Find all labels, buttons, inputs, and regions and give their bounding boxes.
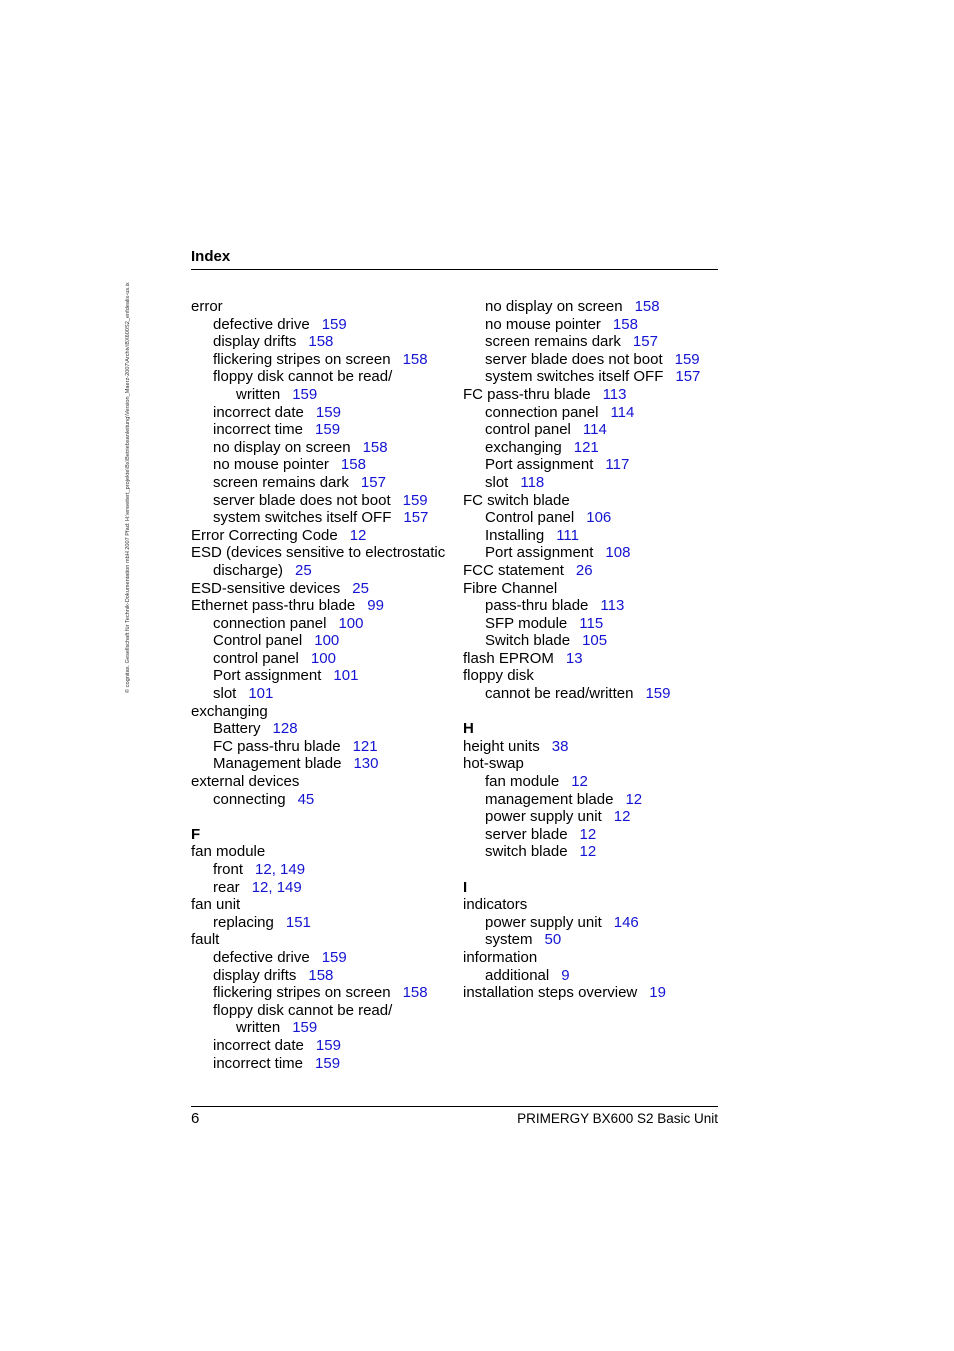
index-section-letter: H	[463, 720, 474, 738]
page-reference-link[interactable]: 158	[362, 438, 388, 456]
index-term: control panel	[485, 421, 571, 439]
index-entry	[191, 580, 453, 598]
index-entry	[463, 351, 725, 369]
page-reference-link[interactable]: 158	[634, 298, 660, 315]
index-entry	[191, 509, 453, 527]
index-entry	[463, 791, 725, 809]
index-entry	[463, 316, 725, 334]
index-entry	[191, 615, 453, 633]
index-entry	[191, 492, 453, 510]
page-reference-link[interactable]: 128	[272, 720, 298, 738]
index-term: flash EPROM	[463, 649, 554, 667]
index-term: Management blade	[213, 755, 342, 773]
page-reference-link[interactable]: 159	[315, 1036, 341, 1054]
page-reference-link[interactable]: 12	[349, 526, 367, 544]
page-reference-link[interactable]: 108	[605, 544, 631, 562]
index-column-left	[191, 298, 453, 1072]
index-entry	[463, 843, 725, 861]
page-reference-link[interactable]: 159	[292, 385, 318, 403]
page-reference-link[interactable]: 130	[353, 755, 379, 773]
index-term: incorrect date	[213, 403, 304, 421]
index-entry	[191, 439, 453, 457]
index-entry	[191, 316, 453, 334]
page-reference-link[interactable]: 151	[285, 913, 311, 931]
index-entry	[463, 632, 725, 650]
page-reference-link[interactable]: 111	[556, 526, 580, 544]
index-entry	[191, 1037, 453, 1055]
index-term: installation steps overview	[463, 984, 638, 1002]
index-term: system	[485, 931, 533, 949]
index-entry	[463, 755, 725, 773]
index-term: incorrect date	[213, 1036, 304, 1054]
index-term: floppy disk cannot be read/	[213, 368, 393, 386]
index-entry	[191, 967, 453, 985]
page-reference-link[interactable]: 101	[333, 667, 359, 685]
index-term: FC switch blade	[463, 491, 570, 509]
index-term: incorrect time	[213, 1054, 304, 1072]
page-reference-link[interactable]: 12, 149	[251, 878, 302, 896]
index-entry	[463, 914, 725, 932]
index-entry	[463, 896, 725, 914]
index-term: Ethernet pass-thru blade	[191, 597, 356, 615]
index-entry	[191, 738, 453, 756]
index-term: indicators	[463, 896, 528, 914]
index-entry	[191, 456, 453, 474]
index-term: connecting	[213, 790, 286, 808]
index-term: front	[213, 861, 244, 878]
index-term: Fibre Channel	[463, 579, 558, 597]
index-entry	[191, 755, 453, 773]
index-entry	[463, 527, 725, 545]
page-reference-link[interactable]: 114	[610, 403, 635, 421]
page-reference-link[interactable]: 158	[340, 456, 366, 474]
index-term: Switch blade	[485, 632, 571, 650]
index-entry	[191, 386, 453, 404]
index-entry	[463, 826, 725, 844]
index-term: hot-swap	[463, 755, 524, 773]
index-entry	[191, 351, 453, 369]
page-reference-link[interactable]: 158	[612, 315, 638, 333]
index-entry	[463, 492, 725, 510]
index-entry	[191, 791, 453, 809]
index-term: fan module	[485, 773, 560, 791]
page-reference-link[interactable]: 105	[582, 632, 608, 650]
index-term: external devices	[191, 773, 300, 791]
index-entry	[463, 333, 725, 351]
index-entry	[463, 773, 725, 791]
page-reference-link[interactable]: 114	[582, 421, 607, 439]
index-entry	[463, 368, 725, 386]
index-entry	[463, 650, 725, 668]
index-term: Error Correcting Code	[191, 526, 338, 544]
side-margin-note	[121, 241, 135, 693]
index-term: slot	[213, 685, 237, 703]
product-title: PRIMERGY BX600 S2 Basic Unit	[517, 1111, 718, 1126]
index-term: fan module	[191, 843, 266, 861]
index-entry	[191, 896, 453, 914]
index-term: replacing	[213, 913, 274, 931]
page-reference-link[interactable]: 118	[520, 473, 545, 491]
index-entry	[463, 544, 725, 562]
index-term: additional	[485, 966, 550, 984]
index-term: defective drive	[213, 315, 310, 333]
index-term: Control panel	[213, 632, 303, 650]
index-term: exchanging	[191, 702, 268, 720]
index-term: information	[463, 948, 538, 966]
index-entry	[191, 685, 453, 703]
index-term: floppy disk cannot be read/	[213, 1001, 393, 1019]
index-term: rear	[213, 878, 240, 896]
index-entry	[191, 931, 453, 949]
index-entry	[463, 404, 725, 422]
index-entry	[191, 773, 453, 791]
index-term: fault	[191, 931, 220, 949]
index-term: no display on screen	[213, 438, 351, 456]
page-reference-link[interactable]: 12	[579, 825, 597, 843]
index-term: Battery	[213, 720, 261, 738]
index-entry	[191, 1019, 453, 1037]
index-entry	[191, 861, 453, 879]
index-entry	[191, 879, 453, 897]
index-section-letter: I	[463, 878, 468, 896]
index-entry	[463, 685, 725, 703]
index-entry	[463, 562, 725, 580]
page-reference-link[interactable]: 100	[310, 649, 336, 667]
side-margin-note-text: © cognitas. Gesellschaft für Technik-Dokumentation mbH 2007 Pfad: H:\erweitert_projekte\Bx\Betriebsanleitung\Version_Maerz-2007\Archiv\BX600S2_enfdealix-us.ix	[125, 282, 131, 693]
page-reference-link[interactable]: 12, 149	[255, 861, 306, 878]
index-term: power supply unit	[485, 913, 602, 931]
index-term: flickering stripes on screen	[213, 350, 391, 368]
page-reference-link[interactable]: 100	[338, 614, 364, 632]
index-term: control panel	[213, 649, 299, 667]
index-entry	[191, 333, 453, 351]
header-rule	[191, 269, 718, 270]
index-term: display drifts	[213, 966, 297, 984]
page-reference-link[interactable]: 146	[613, 913, 639, 931]
index-entry	[191, 843, 453, 861]
page-reference-link[interactable]: 99	[367, 597, 384, 615]
index-entry	[191, 914, 453, 932]
page-reference-link[interactable]: 159	[315, 403, 341, 421]
index-term: Port assignment	[485, 544, 594, 562]
page-reference-link[interactable]: 157	[360, 473, 386, 491]
index-entry	[463, 298, 725, 316]
index-term: management blade	[485, 790, 614, 808]
index-term: system switches itself OFF	[213, 509, 392, 527]
index-entry	[191, 368, 453, 386]
index-entry	[191, 650, 453, 668]
index-entry	[191, 984, 453, 1002]
page-reference-link[interactable]: 159	[321, 948, 347, 966]
page-reference-link[interactable]: 159	[674, 350, 700, 368]
page-reference-link[interactable]: 157	[632, 333, 658, 351]
index-entry	[463, 667, 725, 685]
page-reference-link[interactable]: 12	[579, 843, 597, 861]
page-reference-link[interactable]: 100	[314, 632, 340, 650]
page-reference-link[interactable]: 12	[571, 773, 588, 791]
page-reference-link[interactable]: 158	[402, 350, 428, 368]
index-entry	[191, 298, 453, 316]
index-term: Port assignment	[213, 667, 322, 685]
index-entry	[191, 1055, 453, 1073]
page-reference-link[interactable]: 38	[551, 737, 569, 755]
index-term: switch blade	[485, 843, 568, 861]
index-term: screen remains dark	[485, 333, 621, 351]
index-term: connection panel	[213, 614, 327, 632]
index-entry	[191, 404, 453, 422]
index-term: height units	[463, 737, 540, 755]
index-term: FCC statement	[463, 561, 564, 579]
index-entry	[463, 597, 725, 615]
index-term: screen remains dark	[213, 473, 349, 491]
page-reference-link[interactable]: 159	[645, 685, 671, 703]
page-reference-link[interactable]: 158	[308, 966, 334, 984]
index-entry	[463, 738, 725, 756]
page-reference-link[interactable]: 158	[402, 984, 428, 1002]
index-term: defective drive	[213, 948, 310, 966]
index-term: ESD-sensitive devices	[191, 579, 341, 597]
index-entry	[463, 967, 725, 985]
index-entry	[463, 386, 725, 404]
page-reference-link[interactable]: 159	[402, 491, 428, 509]
page-reference-link[interactable]: 26	[575, 561, 593, 579]
footer-rule	[191, 1106, 718, 1107]
index-term: slot	[485, 473, 509, 491]
index-term: written	[236, 385, 281, 403]
index-entry	[463, 580, 725, 598]
index-entry	[463, 456, 725, 474]
page-reference-link[interactable]: 159	[292, 1019, 318, 1037]
index-term: FC pass-thru blade	[213, 737, 341, 755]
index-term: ESD (devices sensitive to electrostatic	[191, 544, 446, 562]
index-entry	[191, 474, 453, 492]
index-term: server blade	[485, 825, 568, 843]
index-term: no mouse pointer	[485, 315, 601, 333]
index-entry	[463, 949, 725, 967]
page-reference-link[interactable]: 19	[649, 984, 666, 1002]
index-term: server blade does not boot	[485, 350, 663, 368]
page-reference-link[interactable]: 12	[613, 808, 631, 826]
index-entry	[191, 544, 453, 562]
page-title: Index	[191, 248, 231, 265]
index-term: connection panel	[485, 403, 599, 421]
index-term: incorrect time	[213, 421, 304, 439]
index-column-right	[463, 298, 725, 1002]
index-term: cannot be read/written	[485, 685, 634, 703]
index-section-letter: F	[191, 825, 201, 843]
page-reference-link[interactable]: 45	[297, 790, 315, 808]
index-entry	[463, 984, 725, 1002]
page-reference-link[interactable]: 113	[600, 597, 625, 615]
page-number: 6	[191, 1110, 200, 1127]
page-reference-link[interactable]: 121	[352, 737, 378, 755]
index-entry	[191, 597, 453, 615]
page-reference-link[interactable]: 25	[352, 579, 369, 597]
index-term: system switches itself OFF	[485, 368, 664, 386]
page-reference-link[interactable]: 25	[295, 561, 312, 579]
index-term: written	[236, 1019, 281, 1037]
index-entry	[191, 1002, 453, 1020]
index-term: error	[191, 298, 223, 315]
page-reference-link[interactable]: 106	[586, 509, 612, 527]
page-reference-link[interactable]: 13	[565, 649, 583, 667]
index-term: Installing	[485, 526, 545, 544]
index-entry	[463, 421, 725, 439]
page-reference-link[interactable]: 158	[308, 333, 334, 351]
index-term: fan unit	[191, 896, 241, 914]
index-term: server blade does not boot	[213, 491, 391, 509]
page-reference-link[interactable]: 12	[625, 790, 643, 808]
page-reference-link[interactable]: 157	[403, 509, 429, 527]
page-reference-link[interactable]: 117	[605, 456, 630, 474]
index-term: power supply unit	[485, 808, 602, 826]
index-term: display drifts	[213, 333, 297, 351]
index-entry	[463, 808, 725, 826]
index-entry	[191, 720, 453, 738]
page-reference-link[interactable]: 157	[675, 368, 701, 386]
index-term: no mouse pointer	[213, 456, 329, 474]
page-reference-link[interactable]: 9	[561, 966, 570, 984]
page-reference-link[interactable]: 159	[315, 421, 341, 439]
index-term: SFP module	[485, 614, 568, 632]
index-entry	[463, 615, 725, 633]
index-entry	[191, 562, 453, 580]
page-reference-link[interactable]: 159	[315, 1054, 341, 1072]
page-reference-link[interactable]: 121	[573, 438, 599, 456]
page-reference-link[interactable]: 115	[579, 614, 604, 632]
index-entry	[191, 527, 453, 545]
index-entry	[191, 632, 453, 650]
index-term: pass-thru blade	[485, 597, 589, 615]
index-term: Port assignment	[485, 456, 594, 474]
page-reference-link[interactable]: 159	[321, 315, 347, 333]
index-term: flickering stripes on screen	[213, 984, 391, 1002]
index-term: Control panel	[485, 509, 575, 527]
index-term: no display on screen	[485, 298, 623, 315]
index-entry	[463, 931, 725, 949]
index-entry	[463, 439, 725, 457]
index-term: floppy disk	[463, 667, 534, 685]
index-entry	[463, 474, 725, 492]
page-reference-link[interactable]: 113	[602, 385, 627, 403]
page-reference-link[interactable]: 50	[544, 931, 562, 949]
index-entry	[191, 421, 453, 439]
index-term: discharge)	[213, 561, 284, 579]
index-entry	[191, 667, 453, 685]
page-reference-link[interactable]: 101	[248, 685, 274, 703]
index-entry	[191, 703, 453, 721]
index-term: exchanging	[485, 438, 562, 456]
index-entry	[463, 509, 725, 527]
index-entry	[191, 949, 453, 967]
index-term: FC pass-thru blade	[463, 385, 591, 403]
